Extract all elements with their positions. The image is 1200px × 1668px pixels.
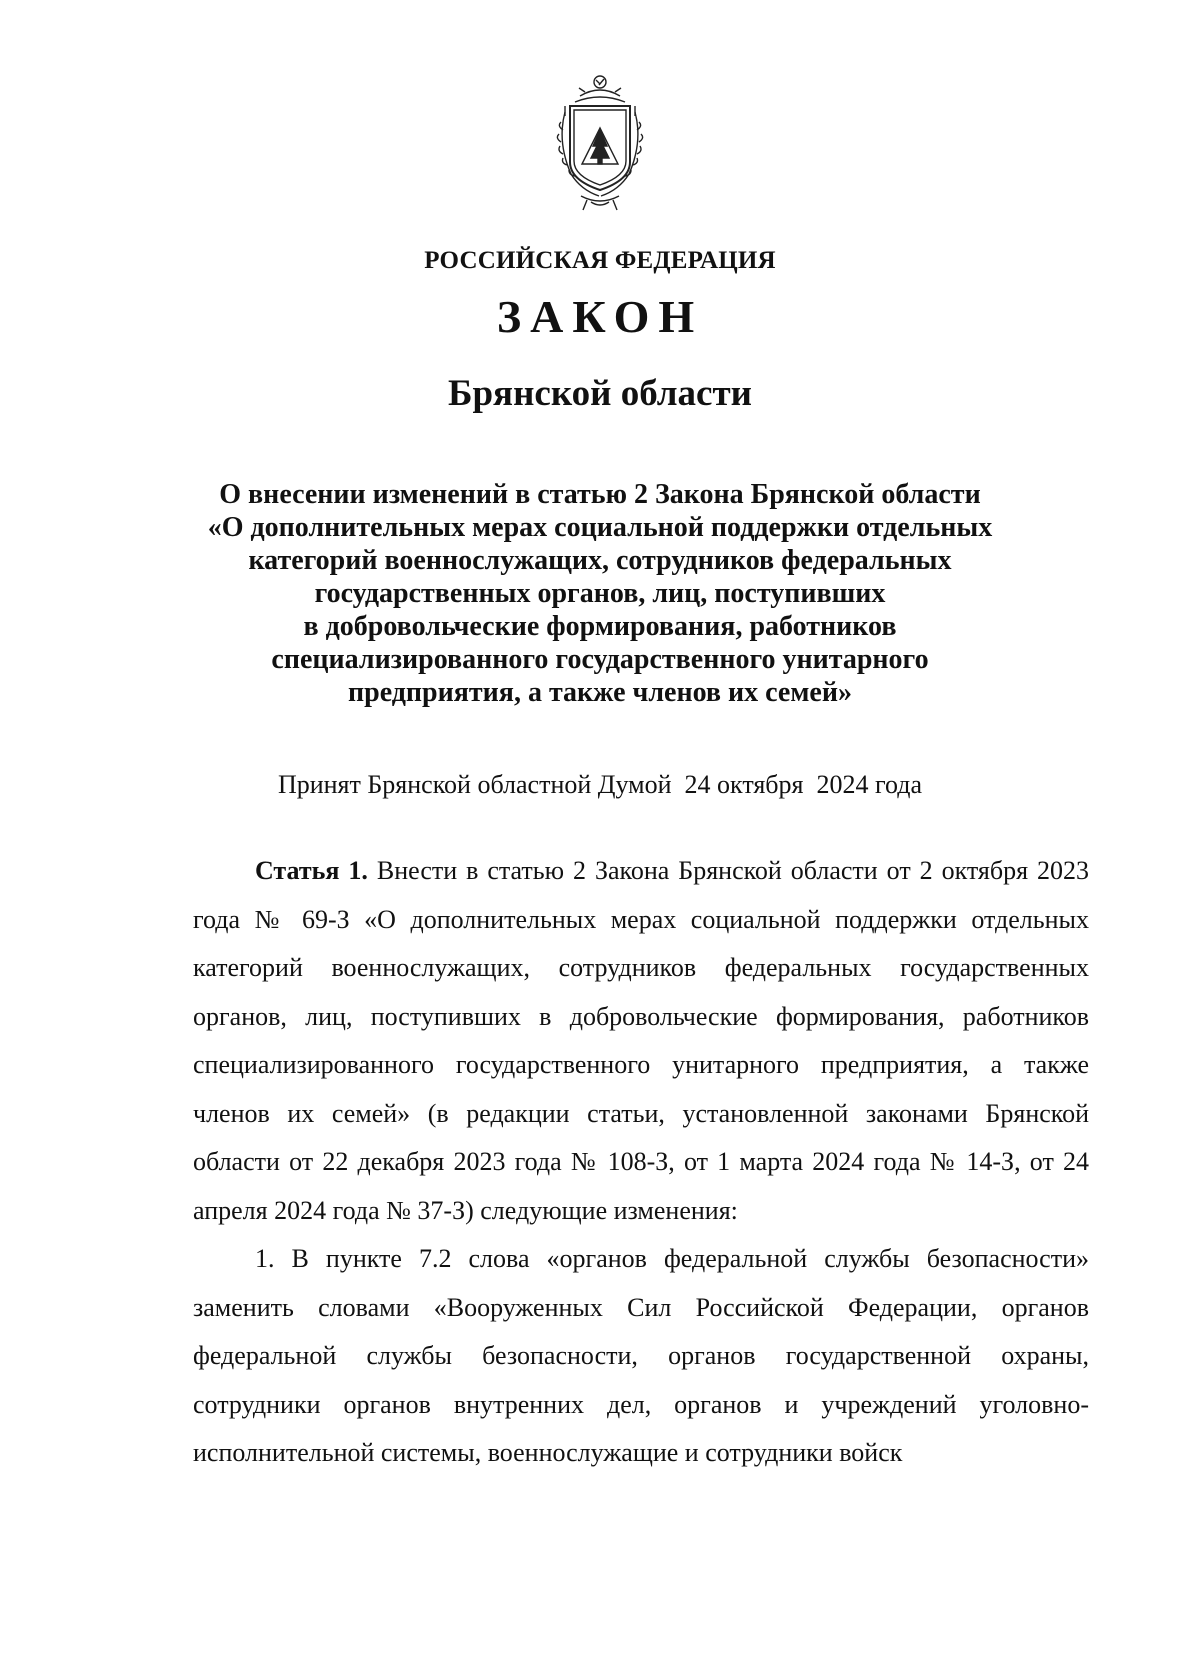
adoption-line: Принят Брянской областной Думой 24 октября 2024 года <box>277 770 923 799</box>
title-line: категорий военнослужащих, сотрудников федеральных <box>248 545 952 576</box>
title-line: государственных органов, лиц, поступивших <box>314 578 886 609</box>
law-body <box>193 847 1089 1478</box>
article-1-label: Статья 1. <box>255 856 368 885</box>
document-type-heading: ЗАКОН <box>496 291 704 342</box>
item-1-paragraph: 1. В пункте 7.2 слова «органов федеральной службы безопасности» заменить словами «Вооруженных Сил Российской Федерации, органов федеральной службы безопасности, органов государственной охраны, сотрудники органов внутренних дел, органов и учреждений уголовно-исполнительной системы, военнослужащие и сотрудники войск <box>193 1244 1089 1467</box>
article-1-text: Внести в статью 2 Закона Брянской области от 2 октября 2023 года № 69-З «О дополнительных мерах социальной поддержки отдельных категорий военнослужащих, сотрудников федеральных государственных органов, лиц, поступивших в добровольческие формирования, работников специализированного государственного унитарного предприятия, а также членов их семей» (в редакции статьи, установленной законами Брянской области от 22 декабря 2023 года № 108-З, от 1 марта 2024 года № 14-З, от 24 апреля 2024 года № 37-З) следующие изменения: <box>193 856 1090 1225</box>
title-line: специализированного государственного унитарного <box>271 644 929 675</box>
title-line: в добровольческие формирования, работников <box>303 611 897 642</box>
country-heading: РОССИЙСКАЯ ФЕДЕРАЦИЯ <box>424 247 776 274</box>
title-line: предприятия, а также членов их семей» <box>348 677 852 708</box>
title-line: О внесении изменений в статью 2 Закона Брянской области <box>219 479 981 510</box>
bryansk-coat-of-arms-emblem <box>545 72 655 214</box>
article-1-paragraph <box>193 847 1089 1235</box>
title-line: «О дополнительных мерах социальной поддержки отдельных <box>207 512 993 543</box>
law-title <box>0 478 1200 709</box>
region-heading: Брянской области <box>448 373 752 414</box>
